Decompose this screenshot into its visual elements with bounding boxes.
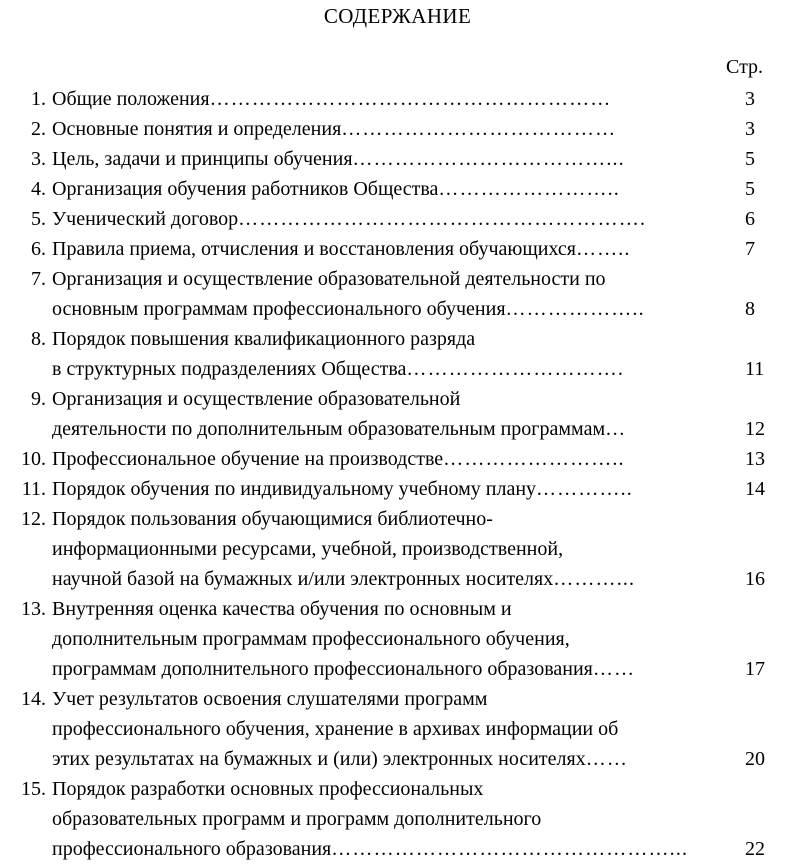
toc-entry-title: научной базой на бумажных и/или электронных носителях: [52, 568, 554, 590]
toc-entry[interactable]: [0, 774, 795, 864]
toc-entry-line: [52, 114, 795, 144]
toc-entry-title: Профессиональное обучение на производстве: [52, 448, 444, 470]
toc-entry[interactable]: [0, 504, 795, 594]
toc-entry-number: 1.: [31, 88, 46, 110]
toc-entry-line: [52, 204, 795, 234]
toc-entry-body: [52, 774, 795, 864]
toc-entry-number: 2.: [31, 118, 46, 140]
toc-entry-number: 8.: [31, 328, 46, 350]
toc-entry-title: основным программам профессионального обучения: [52, 298, 506, 320]
dot-leader: ……..: [575, 238, 631, 260]
toc-entry-title: Основные понятия и определения: [52, 118, 342, 140]
toc-entry[interactable]: [0, 594, 795, 684]
dot-leader: ………………………………………………….: [238, 208, 647, 230]
toc-entry-title: образовательных программ и программ дополнительного: [52, 808, 542, 830]
toc-entry-body: [52, 504, 795, 594]
toc-entry-page-number: 14: [745, 478, 765, 500]
toc-entry-title: Учет результатов освоения слушателями программ: [52, 688, 488, 710]
table-of-contents: [0, 84, 795, 864]
toc-entry-line: [52, 84, 795, 114]
toc-entry-number: 11.: [21, 478, 46, 500]
toc-entry-line: [52, 774, 795, 804]
page-title: СОДЕРЖАНИЕ: [323, 4, 472, 28]
toc-entry-number: 14.: [21, 688, 46, 710]
toc-entry-line: [52, 144, 795, 174]
toc-entry-page-number: 5: [745, 148, 755, 170]
toc-entry-line: [52, 444, 795, 474]
dot-leader: ………………………………...: [352, 148, 625, 170]
toc-entry-line: [52, 504, 795, 534]
toc-entry-line: [52, 594, 795, 624]
toc-entry-title: дополнительным программам профессионального обучения,: [52, 628, 570, 650]
toc-entry-number: 15.: [21, 778, 46, 800]
toc-entry-title: программам дополнительного профессионального образования: [52, 658, 593, 680]
toc-entry[interactable]: [0, 114, 795, 144]
toc-entry-page-number: 6: [745, 208, 755, 230]
dot-leader: ……………………..: [438, 178, 620, 200]
toc-entry-body: [52, 84, 795, 114]
toc-entry-title: в структурных подразделениях Общества: [52, 358, 407, 380]
toc-entry-page-number: 5: [745, 178, 755, 200]
toc-entry-line: [52, 684, 795, 714]
toc-entry-body: [52, 594, 795, 684]
toc-entry-title: Цель, задачи и принципы обучения: [52, 148, 353, 170]
toc-entry-body: [52, 144, 795, 174]
toc-entry-line: [52, 294, 795, 324]
toc-entry-body: [52, 174, 795, 204]
toc-entry-page-number: 12: [745, 418, 765, 440]
toc-entry-line: [52, 534, 795, 564]
page-number-column-header: Стр.: [726, 56, 764, 78]
toc-entry-title: Общие положения: [52, 88, 210, 110]
toc-entry-title: профессионального образования: [52, 838, 332, 860]
toc-entry-line: [52, 174, 795, 204]
toc-entry-title: Организация обучения работников Общества: [52, 178, 439, 200]
toc-entry[interactable]: [0, 264, 795, 324]
toc-entry[interactable]: [0, 84, 795, 114]
toc-entry-line: [52, 714, 795, 744]
toc-entry-line: [52, 264, 795, 294]
toc-entry-page-number: 22: [745, 838, 765, 860]
toc-entry-number: 12.: [21, 508, 46, 530]
toc-entry-title: Правила приема, отчисления и восстановления обучающихся: [52, 238, 576, 260]
toc-entry-line: [52, 624, 795, 654]
toc-entry-line: [52, 354, 795, 384]
toc-entry-number: 13.: [21, 598, 46, 620]
toc-entry-line: [52, 564, 795, 594]
toc-entry-title: профессионального обучения, хранение в архивах информации об: [52, 718, 619, 740]
toc-entry-body: [52, 234, 795, 264]
dot-leader: ……………………..: [443, 448, 625, 470]
toc-entry-page-number: 13: [745, 448, 765, 470]
toc-entry-page-number: 3: [745, 88, 755, 110]
dot-leader: …………………………………………...: [331, 838, 689, 860]
toc-entry-title: этих результатах на бумажных и (или) электронных носителях: [52, 748, 586, 770]
toc-entry-title: Порядок разработки основных профессиональных: [52, 778, 484, 800]
dot-leader: ……: [592, 658, 636, 680]
toc-entry-number: 5.: [31, 208, 46, 230]
toc-entry-line: [52, 744, 795, 774]
toc-entry-body: [52, 684, 795, 774]
toc-entry[interactable]: [0, 324, 795, 384]
toc-entry-title: Ученический договор: [52, 208, 239, 230]
toc-entry-page-number: 20: [745, 748, 765, 770]
toc-entry[interactable]: [0, 444, 795, 474]
toc-entry-line: [52, 654, 795, 684]
dot-leader: …………………………………: [341, 118, 617, 140]
toc-entry[interactable]: [0, 684, 795, 774]
toc-entry-title: деятельности по дополнительным образовательным программам: [52, 418, 606, 440]
toc-entry-line: [52, 234, 795, 264]
toc-entry-page-number: 7: [745, 238, 755, 260]
toc-entry-line: [52, 324, 795, 354]
toc-entry-title: Порядок пользования обучающимися библиотечно-: [52, 508, 493, 530]
toc-entry-body: [52, 384, 795, 444]
toc-entry-line: [52, 384, 795, 414]
toc-entry-title: Организация и осуществление образовательной деятельности по: [52, 268, 606, 290]
dot-leader: ………………………….: [406, 358, 625, 380]
dot-leader: …………………………………………………: [209, 88, 612, 110]
toc-entry-number: 7.: [31, 268, 46, 290]
toc-entry-title: Организация и осуществление образовательной: [52, 388, 461, 410]
toc-entry-title: Внутренняя оценка качества обучения по основным и: [52, 598, 512, 620]
toc-entry-body: [52, 114, 795, 144]
dot-leader: ………...: [553, 568, 636, 590]
toc-entry-number: 4.: [31, 178, 46, 200]
toc-entry[interactable]: [0, 204, 795, 234]
toc-entry-page-number: 8: [745, 298, 755, 320]
toc-entry-body: [52, 204, 795, 234]
toc-entry-body: [52, 264, 795, 324]
toc-entry[interactable]: [0, 384, 795, 444]
toc-entry-number: 3.: [31, 148, 46, 170]
toc-entry-line: [52, 834, 795, 864]
toc-entry-title: информационными ресурсами, учебной, производственной,: [52, 538, 564, 560]
toc-entry[interactable]: [0, 474, 795, 504]
toc-entry-number: 6.: [31, 238, 46, 260]
toc-entry-page-number: 16: [745, 568, 765, 590]
toc-entry[interactable]: [0, 234, 795, 264]
dot-leader: …………..: [536, 478, 633, 500]
dot-leader: ……: [585, 748, 629, 770]
toc-entry-page-number: 3: [745, 118, 755, 140]
toc-entry-page-number: 17: [745, 658, 765, 680]
toc-entry-page-number: 11: [745, 358, 765, 380]
toc-entry-line: [52, 414, 795, 444]
toc-entry-number: 9.: [31, 388, 46, 410]
toc-entry-line: [52, 474, 795, 504]
toc-entry-number: 10.: [21, 448, 46, 470]
toc-entry[interactable]: [0, 174, 795, 204]
toc-entry-title: Порядок обучения по индивидуальному учебному плану: [52, 478, 537, 500]
dot-leader: ………………..: [505, 298, 645, 320]
toc-entry-body: [52, 474, 795, 504]
toc-entry-line: [52, 804, 795, 834]
dot-leader: …: [605, 418, 627, 440]
toc-entry-body: [52, 444, 795, 474]
toc-entry[interactable]: [0, 144, 795, 174]
toc-entry-title: Порядок повышения квалификационного разряда: [52, 328, 476, 350]
toc-entry-body: [52, 324, 795, 384]
